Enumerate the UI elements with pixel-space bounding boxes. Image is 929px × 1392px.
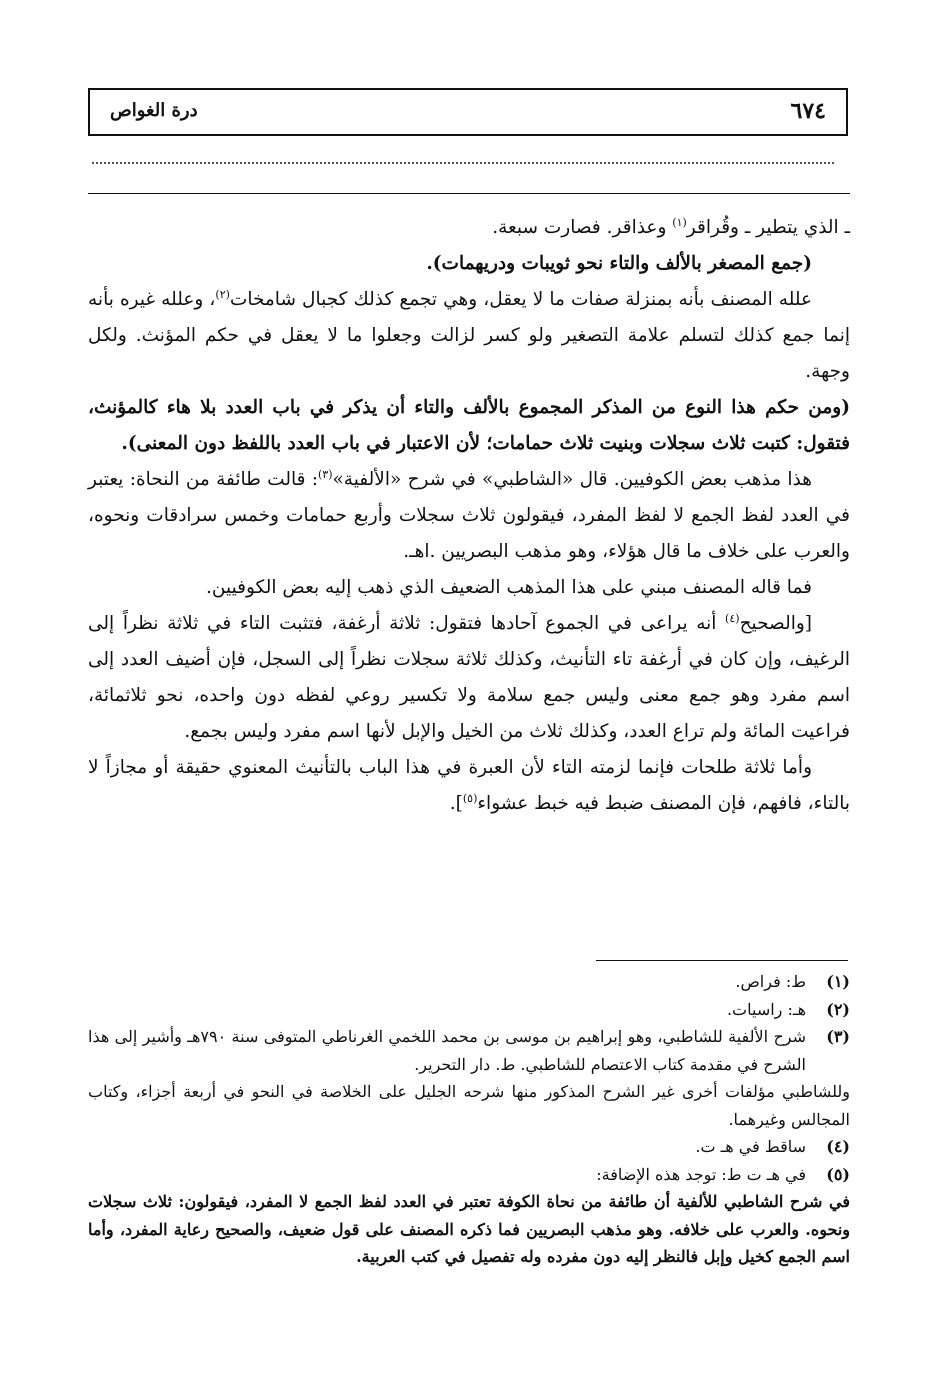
paragraph: علله المصنف بأنه بمنزلة صفات ما لا يعقل، وهي تجمع كذلك كجبال شامخات$^{(٢)}$، وعلله غيره بأنه إنما جمع كذلك لتسلم علامة التصغير ولو كسر لزالت وجعلوا ما لا يعقل في حكم المؤنث. ولكل وجهة. — [88, 287, 850, 382]
book-title: درة الغواص — [110, 100, 198, 121]
footnote — [88, 968, 850, 996]
footnote-number: (٥) — [826, 1164, 850, 1184]
footnote-ref: (٤) — [725, 611, 740, 625]
header-rule — [88, 193, 850, 194]
footnote-ref: (٣) — [317, 467, 333, 481]
footnote-ref: (٢) — [215, 287, 230, 301]
running-header — [88, 88, 848, 136]
footnote-number: (٤) — [826, 1137, 850, 1156]
footnote-ref: (١) — [672, 215, 687, 229]
paragraph: هذا مذهب بعض الكوفيين. قال «الشاطبي» في شرح «الألفية»$^{(٣)}$: قالت طائفة من النحاة: يعتبر في العدد لفظ الجمع لا لفظ المفرد، فيقولون ثلاث سجلات وأربع حمامات وخمس سرادقات ونحوه، والعرب على خلاف ما قال هؤلاء، وهو مذهب البصريين .اهـ. — [88, 467, 850, 562]
paragraph: فما قاله المصنف مبني على هذا المذهب الضعيف الذي ذهب إليه بعض الكوفيين. — [206, 577, 812, 598]
main-text — [88, 210, 850, 822]
footnote-text: ساقط في هـ ت. — [695, 1137, 806, 1156]
footnote-text: ط: فراص. — [735, 972, 806, 991]
quoted-paragraph: (جمع المصغر بالألف والتاء نحو ثويبات ودريهمات). — [426, 253, 812, 274]
paragraph: وأما ثلاثة طلحات فإنما لزمته التاء لأن العبرة في هذا الباب بالتأنيث المعنوي حقيقة أو مجازاً لا بالتاء، فافهم، فإن المصنف ضبط فيه خبط عشواء$^{(٥)}$]. — [88, 757, 850, 814]
footnote-text: شرح الألفية للشاطبي، وهو إبراهيم بن موسى بن محمد اللخمي الغرناطي المتوفى سنة ٧٩٠هـ وأشير إلى هذا الشرح في مقدمة كتاب الاعتصام للشاطبي. ط. دار التحرير. — [88, 1027, 807, 1074]
paragraph: [والصحيح$^{(٤)}$ أنه يراعى في الجموع آحادها فتقول: ثلاثة أرغفة، فتثبت التاء في ثلاثة نظراً إلى الرغيف، وإن كان في أرغفة تاء التأنيث، وكذلك ثلاثة سجلات نظراً إلى السجل، فإن أضيف العدد إلى اسم مفرد وهو جمع معنى وليس جمع سلامة ولا تكسير روعي لفظه دون واحده، نحو ثلاثمائة، فراعيت المائة ولم تراع العدد، وكذلك ثلاث من الخيل والإبل لأنها اسم مفرد وليس بجمع. — [88, 611, 850, 742]
footnote — [88, 1133, 850, 1161]
paragraph: ـ الذي يتطير ـ وقُراقر$^{(١)}$ وعذاقر. فصارت سبعة. — [492, 215, 850, 238]
footnotes — [88, 968, 850, 1271]
footnote-number: (٢) — [826, 999, 850, 1019]
dotted-separator — [92, 162, 834, 164]
footnote — [88, 1023, 850, 1078]
footnote-number: (٣) — [826, 1027, 850, 1046]
footnote-number: (١) — [826, 972, 850, 991]
footnote — [88, 1161, 850, 1189]
footnote-ref: (٥) — [462, 791, 478, 805]
page-number: ٦٧٤ — [790, 98, 826, 124]
footnote-rule — [596, 960, 848, 961]
footnote-text: في هـ ت ط: توجد هذه الإضافة: — [596, 1164, 806, 1184]
footnote — [88, 996, 850, 1024]
quoted-paragraph: (ومن حكم هذا النوع من المذكر المجموع بالألف والتاء أن يذكر في باب العدد بلا هاء كالمؤنث، فتقول: كتبت ثلاث سجلات وبنيت ثلاث حمامات؛ لأن الاعتبار في باب العدد باللفظ دون المعنى). — [88, 397, 850, 454]
footnote-continuation: في شرح الشاطبي للألفية أن طائفة من نحاة الكوفة تعتبر في العدد لفظ الجمع لا المفرد، فيقولون: ثلاث سجلات ونحوه. والعرب على خلافه. وهو مذهب البصريين فما ذكره المصنف على قول ضعيف، والصحيح رعاية المفرد، وأما اسم الجمع كخيل وإبل فالنظر إليه دون مفرده وله تفصيل في كتب العربية. — [88, 1192, 850, 1266]
footnote-continuation: وللشاطبي مؤلفات أخرى غير الشرح المذكور منها شرحه الجليل على الخلاصة في النحو في أربعة أجزاء، وكتاب المجالس وغيرهما. — [88, 1082, 850, 1129]
footnote-text: هـ: راسيات. — [726, 999, 806, 1019]
